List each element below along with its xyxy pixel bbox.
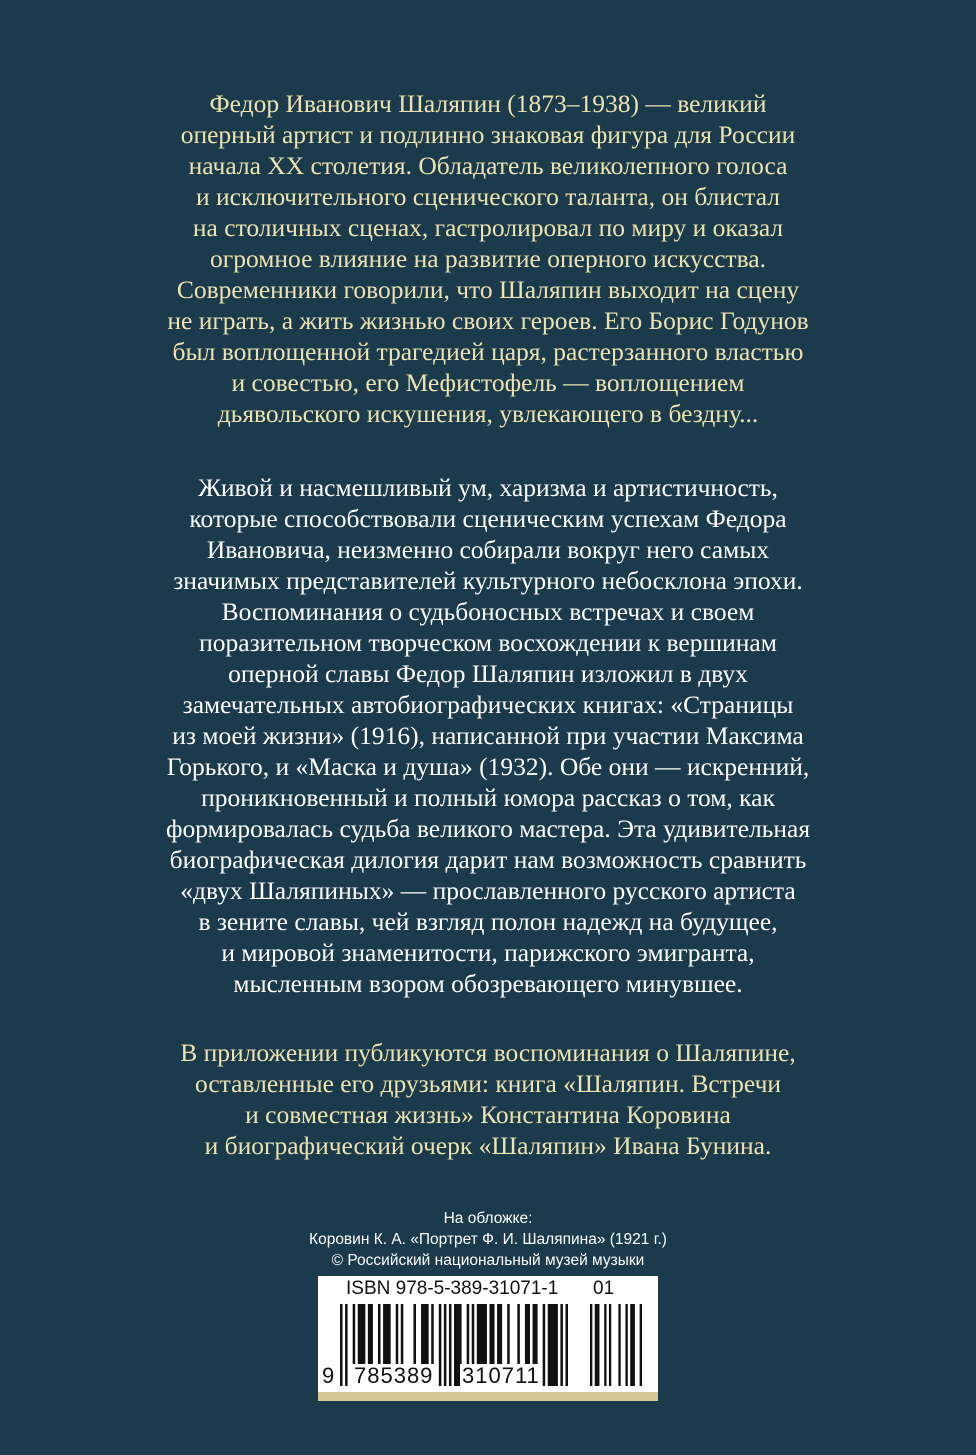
barcode-addon-label: 01 [593, 1278, 615, 1299]
text-line: Ивановича, неизменно собирали вокруг него самых [206, 535, 770, 564]
text-line: которые способствовали сценическим успехам Федора [189, 504, 787, 533]
annotation-paragraph-2 [100, 472, 876, 999]
isbn-label: ISBN 978-5-389-31071-1 [346, 1278, 559, 1299]
text-line: был воплощенной трагедией царя, растерзанного властью [172, 337, 804, 366]
text-line: дьявольского искушения, увлекающего в бездну... [217, 399, 759, 428]
annotation-paragraph-3 [100, 1037, 876, 1161]
text-line: на столичных сценах, гастролировал по миру и оказал [192, 213, 784, 242]
credits-line: © Российский национальный музей музыки [331, 1252, 645, 1269]
isbn-barcode [318, 1276, 658, 1401]
text-line: Живой и насмешливый ум, харизма и артистичность, [198, 473, 778, 502]
cover-credits [200, 1208, 776, 1271]
credits-line: На обложке: [443, 1210, 533, 1227]
text-line: оперной славы Федор Шаляпин изложил в двух [228, 659, 748, 688]
text-line: биографическая дилогия дарит нам возможность сравнить [169, 845, 807, 874]
text-line: Горького, и «Маска и душа» (1932). Обе они — искренний, [166, 752, 810, 781]
text-line: В приложении публикуются воспоминания о Шаляпине, [180, 1038, 796, 1067]
text-line: не играть, а жить жизнью своих героев. Его Борис Годунов [167, 306, 809, 335]
text-line: замечательных автобиографических книгах: «Страницы [182, 690, 794, 719]
text-line: и совместная жизнь» Константина Коровина [245, 1100, 731, 1129]
text-line: начала XX столетия. Обладатель великолепного голоса [188, 151, 788, 180]
barcode-digit-first: 9 [322, 1363, 335, 1388]
text-line: оставленные его друзьями: книга «Шаляпин. Встречи [194, 1069, 782, 1098]
text-line: значимых представителей культурного небосклона эпохи. [173, 566, 803, 595]
annotation-paragraph-1 [100, 88, 876, 429]
text-line: мысленным взором обозревающего минувшее. [233, 969, 743, 998]
text-line: Воспоминания о судьбоносных встречах и своем [221, 597, 755, 626]
text-line: и исключительного сценического таланта, он блистал [195, 182, 780, 211]
text-line: формировалась судьба великого мастера. Эта удивительная [165, 814, 811, 843]
text-line: в зените славы, чей взгляд полон надежд на будущее, [198, 907, 778, 936]
text-line: поразительном творческом восхождении к вершинам [199, 628, 777, 657]
credits-line: Коровин К. А. «Портрет Ф. И. Шаляпина» (1921 г.) [309, 1231, 667, 1248]
text-line: Федор Иванович Шаляпин (1873–1938) — великий [209, 89, 767, 118]
text-line: Современники говорили, что Шаляпин выходит на сцену [176, 275, 800, 304]
text-line: «двух Шаляпиных» — прославленного русского артиста [180, 876, 796, 905]
text-line: проникновенный и полный юмора рассказ о том, как [201, 783, 775, 812]
text-line: огромное влияние на развитие оперного искусства. [210, 244, 766, 273]
text-line: оперный артист и подлинно знаковая фигура для России [180, 120, 796, 149]
text-line: и совестью, его Мефистофель — воплощением [231, 368, 745, 397]
barcode-digits-left: 785389 [354, 1363, 434, 1388]
barcode-digits-right: 310711 [462, 1363, 540, 1388]
text-line: и мировой знаменитости, парижского эмигранта, [221, 938, 755, 967]
barcode-addon-bars-icon [590, 1304, 642, 1386]
text-line: из моей жизни» (1916), написанной при участии Максима [172, 721, 804, 750]
text-line: и биографический очерк «Шаляпин» Ивана Бунина. [204, 1131, 772, 1160]
